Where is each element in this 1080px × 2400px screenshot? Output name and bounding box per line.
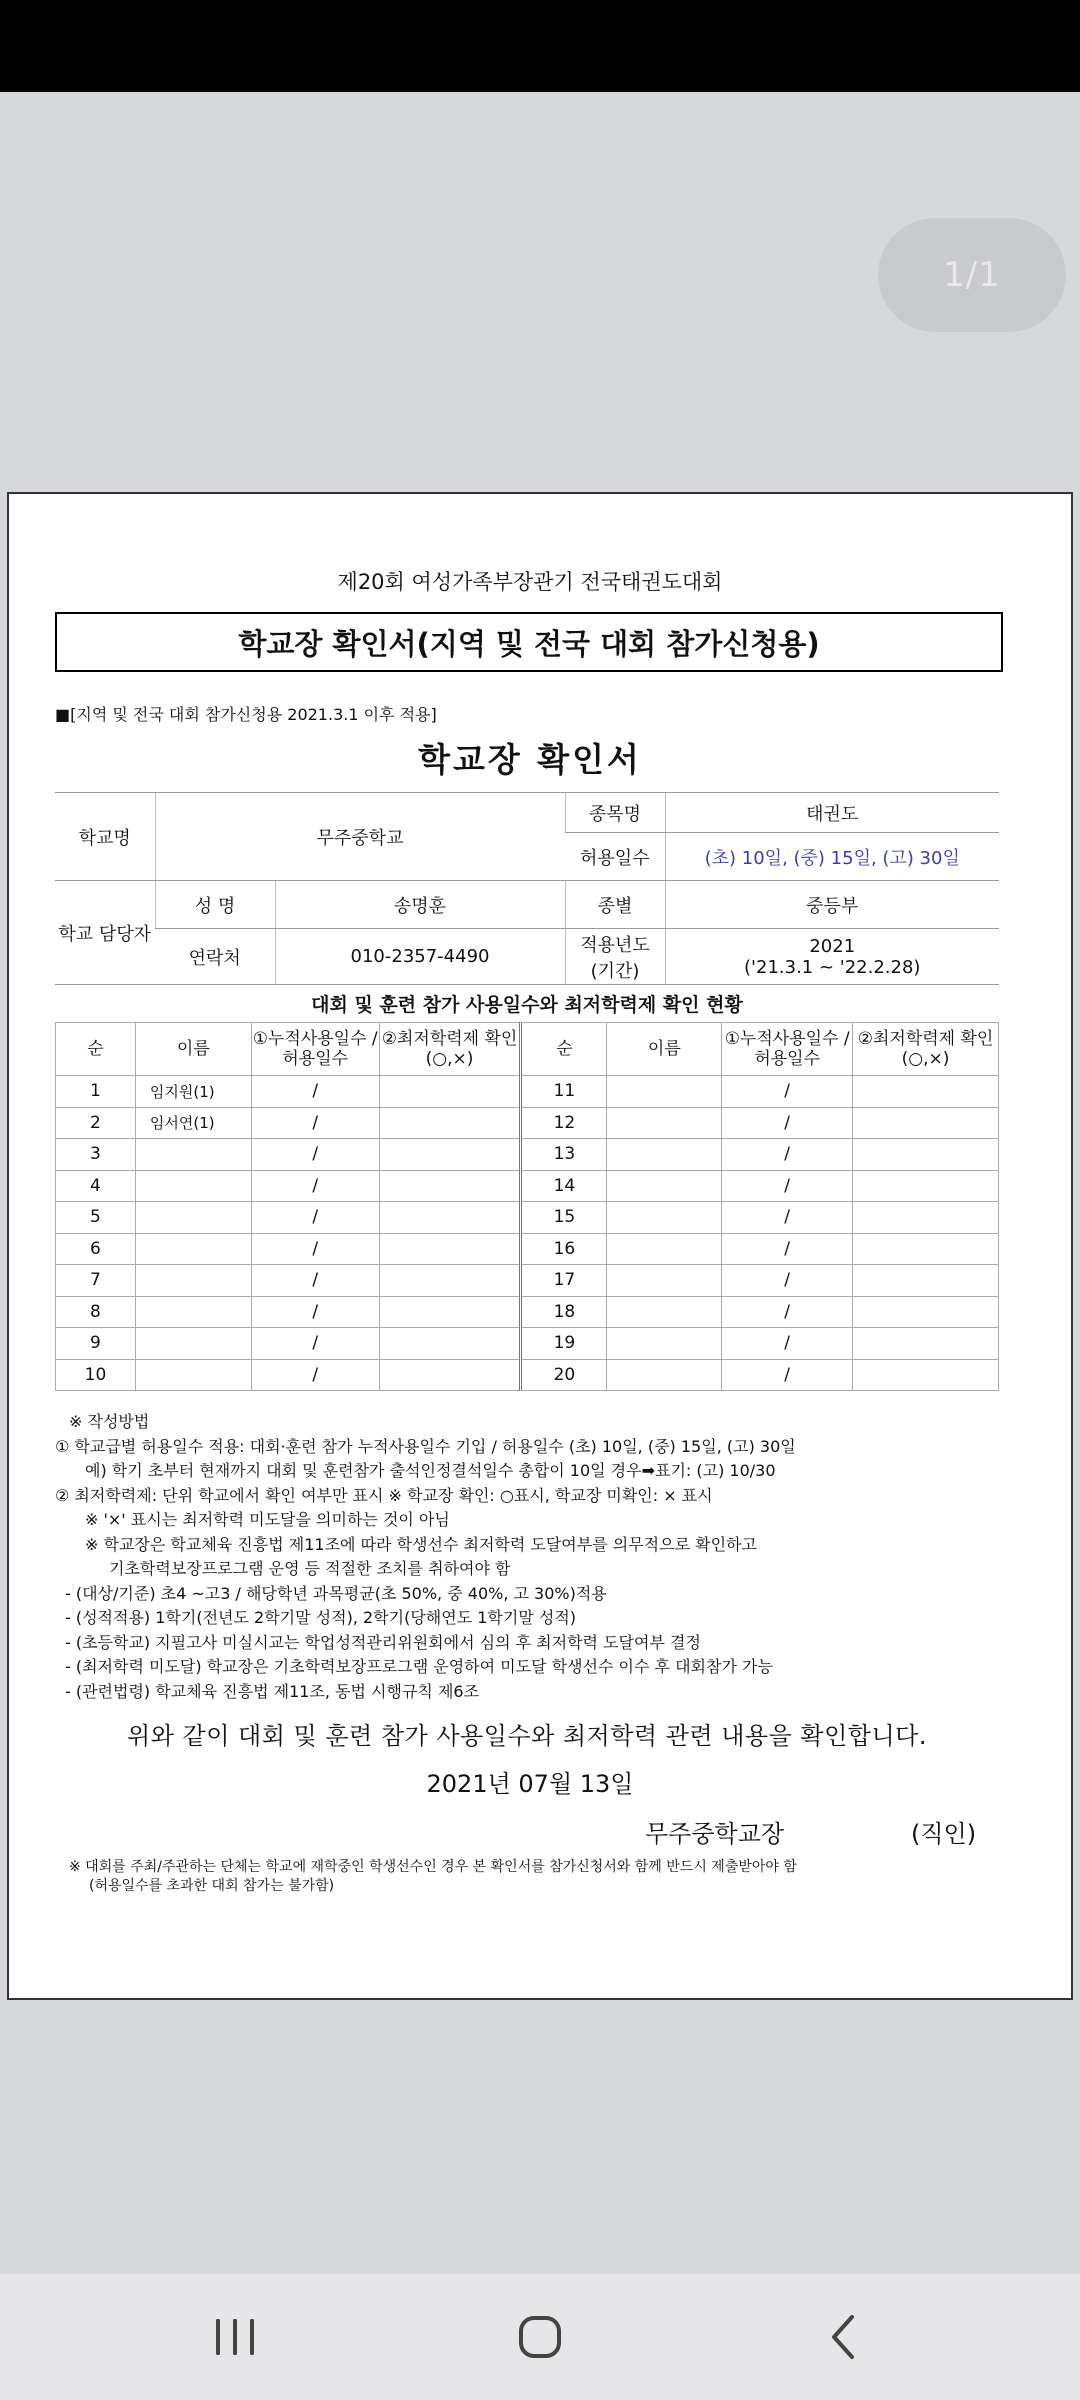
roster-name-cell	[607, 1328, 722, 1360]
roster-days-cell: /	[722, 1233, 853, 1265]
allowed-days-value: (초) 10일, (중) 15일, (고) 30일	[665, 833, 999, 881]
roster-days-cell: /	[251, 1328, 379, 1360]
note-line: - (대상/기준) 초4 ~고3 / 해당학년 과목평균(초 50%, 중 40%, 고 30%)적용	[65, 1583, 607, 1603]
principal-name: 무주중학교장	[645, 1820, 785, 1848]
roster-min-cell	[379, 1076, 521, 1108]
confirm-title: 학교장 확인서	[418, 740, 642, 779]
roster-no-cell: 10	[56, 1359, 136, 1391]
roster-name-cell: 임서연(1)	[135, 1107, 251, 1139]
note-line: ② 최저학력제: 단위 학교에서 확인 여부만 표시 ※ 학교장 확인: ○표시, 학교장 미확인: × 표시	[55, 1485, 713, 1505]
roster-name-cell	[607, 1359, 722, 1391]
allowed-days-label: 허용일수	[565, 833, 665, 881]
roster-no-cell: 2	[56, 1107, 136, 1139]
table-row	[56, 1265, 999, 1297]
roster-no-cell: 3	[56, 1139, 136, 1171]
roster-min-cell	[379, 1107, 521, 1139]
header-no: 순	[56, 1023, 136, 1076]
roster-no-cell: 18	[521, 1296, 607, 1328]
roster-no-cell: 15	[521, 1202, 607, 1234]
roster-heading: 대회 및 훈련 참가 사용일수와 최저학력제 확인 현황	[311, 994, 743, 1016]
roster-days-cell: /	[722, 1202, 853, 1234]
school-value: 무주중학교	[155, 793, 565, 881]
division-value: 중등부	[665, 881, 999, 929]
navigation-bar	[0, 2274, 1080, 2400]
table-row	[56, 1233, 999, 1265]
roster-days-cell: /	[722, 1139, 853, 1171]
declaration: 위와 같이 대회 및 훈련 참가 사용일수와 최저학력 관련 내용을 확인합니다.	[127, 1722, 927, 1750]
instructions	[55, 1410, 1005, 1704]
roster-days-cell: /	[251, 1296, 379, 1328]
roster-name-cell	[607, 1296, 722, 1328]
roster-days-cell: /	[251, 1170, 379, 1202]
roster-no-cell: 20	[521, 1359, 607, 1391]
table-row	[56, 1170, 999, 1202]
roster-min-cell	[379, 1202, 521, 1234]
document-date: 2021년 07월 13일	[426, 1770, 634, 1798]
header-days: ①누적사용일수 /허용일수	[251, 1023, 379, 1076]
document-page[interactable]	[7, 492, 1073, 2000]
header-name: 이름	[135, 1023, 251, 1076]
note-line: - (성적적용) 1학기(전년도 2학기말 성적), 2학기(당해연도 1학기말 성적)	[65, 1608, 577, 1627]
table-row	[56, 1202, 999, 1234]
school-label: 학교명	[55, 793, 155, 881]
roster-days-cell: /	[251, 1202, 379, 1234]
year-cell	[665, 929, 999, 985]
table-row	[56, 1107, 999, 1139]
note-line: 예) 학기 초부터 현재까지 대회 및 훈련참가 출석인정결석일수 총합이 10일 경우➡표기: (고) 10/30	[85, 1461, 776, 1480]
roster-no-cell: 13	[521, 1139, 607, 1171]
roster-days-cell: /	[251, 1359, 379, 1391]
header-no: 순	[521, 1023, 607, 1076]
roster-min-cell	[853, 1296, 999, 1328]
roster-min-cell	[853, 1139, 999, 1171]
sport-label: 종목명	[565, 793, 665, 833]
header-min: ②최저학력제 확인(○,×)	[379, 1023, 521, 1076]
roster-no-cell: 19	[521, 1328, 607, 1360]
name-label: 성 명	[155, 881, 275, 929]
roster-min-cell	[853, 1233, 999, 1265]
header-min: ②최저학력제 확인(○,×)	[853, 1023, 999, 1076]
roster-days-cell: /	[722, 1296, 853, 1328]
roster-days-cell: /	[722, 1359, 853, 1391]
roster-no-cell: 4	[56, 1170, 136, 1202]
main-title-text: 학교장 확인서(지역 및 전국 대회 참가신청용)	[238, 626, 820, 661]
main-title	[55, 612, 1003, 672]
roster-name-cell	[607, 1233, 722, 1265]
roster-name-cell	[607, 1170, 722, 1202]
roster-no-cell: 1	[56, 1076, 136, 1108]
recent-apps-icon[interactable]	[200, 2304, 270, 2370]
note-line: ① 학교급별 허용일수 적용: 대회·훈련 참가 누적사용일수 기입 / 허용일수 (초) 10일, (중) 15일, (고) 30일	[55, 1436, 796, 1456]
note-line: ※ 학교장은 학교체육 진흥법 제11조에 따라 학생선수 최저학력 도달여부를 의무적으로 확인하고	[85, 1534, 757, 1554]
info-table	[55, 792, 999, 985]
roster-min-cell	[379, 1359, 521, 1391]
roster-name-cell	[607, 1265, 722, 1297]
roster-no-cell: 5	[56, 1202, 136, 1234]
roster-min-cell	[853, 1076, 999, 1108]
contact-value: 010-2357-4490	[275, 929, 565, 985]
roster-days-cell: /	[251, 1139, 379, 1171]
footnote-line: (허용일수를 초과한 대회 참가는 불가함)	[89, 1878, 335, 1894]
table-row	[56, 1328, 999, 1360]
seal-label: (직인)	[911, 1820, 977, 1848]
roster-name-cell	[135, 1170, 251, 1202]
roster-no-cell: 17	[521, 1265, 607, 1297]
roster-min-cell	[379, 1233, 521, 1265]
roster-name-cell	[135, 1233, 251, 1265]
table-row	[56, 1139, 999, 1171]
roster-min-cell	[853, 1170, 999, 1202]
roster-name-cell	[135, 1265, 251, 1297]
roster-min-cell	[853, 1359, 999, 1391]
roster-min-cell	[379, 1265, 521, 1297]
roster-days-cell: /	[251, 1076, 379, 1108]
roster-table	[55, 1022, 999, 1391]
roster-days-cell: /	[251, 1107, 379, 1139]
roster-min-cell	[379, 1139, 521, 1171]
note-line: - (최저학력 미도달) 학교장은 기초학력보장프로그램 운영하여 미도달 학생선수 이수 후 대회참가 가능	[65, 1657, 773, 1676]
roster-days-cell: /	[722, 1328, 853, 1360]
roster-name-cell	[607, 1107, 722, 1139]
roster-name-cell	[607, 1139, 722, 1171]
year-value: 2021	[809, 935, 856, 957]
page-indicator: 1/1	[878, 218, 1066, 332]
table-row	[56, 1359, 999, 1391]
roster-no-cell: 8	[56, 1296, 136, 1328]
roster-no-cell: 16	[521, 1233, 607, 1265]
year-label: 적용년도 (기간)	[565, 929, 665, 985]
apply-note: ■[지역 및 전국 대회 참가신청용 2021.3.1 이후 적용]	[55, 705, 437, 724]
roster-name-cell	[135, 1328, 251, 1360]
division-label: 종별	[565, 881, 665, 929]
roster-name-cell	[135, 1202, 251, 1234]
roster-days-cell: /	[251, 1265, 379, 1297]
back-icon[interactable]	[808, 2304, 878, 2370]
roster-min-cell	[379, 1296, 521, 1328]
status-bar	[0, 0, 1080, 92]
table-row	[56, 1296, 999, 1328]
header-days: ①누적사용일수 /허용일수	[722, 1023, 853, 1076]
roster-no-cell: 12	[521, 1107, 607, 1139]
roster-no-cell: 7	[56, 1265, 136, 1297]
roster-days-cell: /	[722, 1170, 853, 1202]
name-value: 송명훈	[275, 881, 565, 929]
roster-no-cell: 6	[56, 1233, 136, 1265]
event-title: 제20회 여성가족부장관기 전국태권도대회	[337, 570, 723, 594]
roster-no-cell: 9	[56, 1328, 136, 1360]
footnote-line: ※ 대회를 주최/주관하는 단체는 학교에 재학중인 학생선수인 경우 본 확인서를 참가신청서와 함께 반드시 제출받아야 함	[69, 1859, 797, 1875]
manager-label: 학교 담당자	[55, 881, 155, 985]
roster-name-cell	[607, 1076, 722, 1108]
roster-days-cell: /	[722, 1107, 853, 1139]
header-name: 이름	[607, 1023, 722, 1076]
roster-days-cell: /	[251, 1233, 379, 1265]
roster-min-cell	[853, 1265, 999, 1297]
roster-min-cell	[379, 1170, 521, 1202]
roster-name-cell	[607, 1202, 722, 1234]
roster-min-cell	[853, 1202, 999, 1234]
note-line: - (초등학교) 지필고사 미실시교는 학업성적관리위원회에서 심의 후 최저학력 도달여부 결정	[65, 1632, 701, 1652]
contact-label: 연락처	[155, 929, 275, 985]
roster-min-cell	[853, 1107, 999, 1139]
table-row	[56, 1076, 999, 1108]
footnote	[69, 1858, 1009, 1896]
roster-days-cell: /	[722, 1076, 853, 1108]
roster-days-cell: /	[722, 1265, 853, 1297]
roster-min-cell	[853, 1328, 999, 1360]
roster-name-cell	[135, 1296, 251, 1328]
roster-no-cell: 14	[521, 1170, 607, 1202]
roster-min-cell	[379, 1328, 521, 1360]
roster-name-cell: 임지원(1)	[135, 1076, 251, 1108]
roster-name-cell	[135, 1359, 251, 1391]
note-line: ※ '×' 표시는 최저학력 미도달을 의미하는 것이 아님	[85, 1510, 450, 1529]
home-icon[interactable]	[505, 2304, 575, 2370]
roster-name-cell	[135, 1139, 251, 1171]
note-line: - (관련법령) 학교체육 진흥법 제11조, 동법 시행규칙 제6조	[65, 1681, 480, 1701]
note-line: ※ 작성방법	[69, 1412, 150, 1431]
note-line: 기초학력보장프로그램 운영 등 적절한 조치를 취하여야 함	[109, 1559, 511, 1578]
sport-value: 태권도	[665, 793, 999, 833]
roster-no-cell: 11	[521, 1076, 607, 1108]
year-period: ('21.3.1 ~ '22.2.28)	[744, 956, 921, 978]
